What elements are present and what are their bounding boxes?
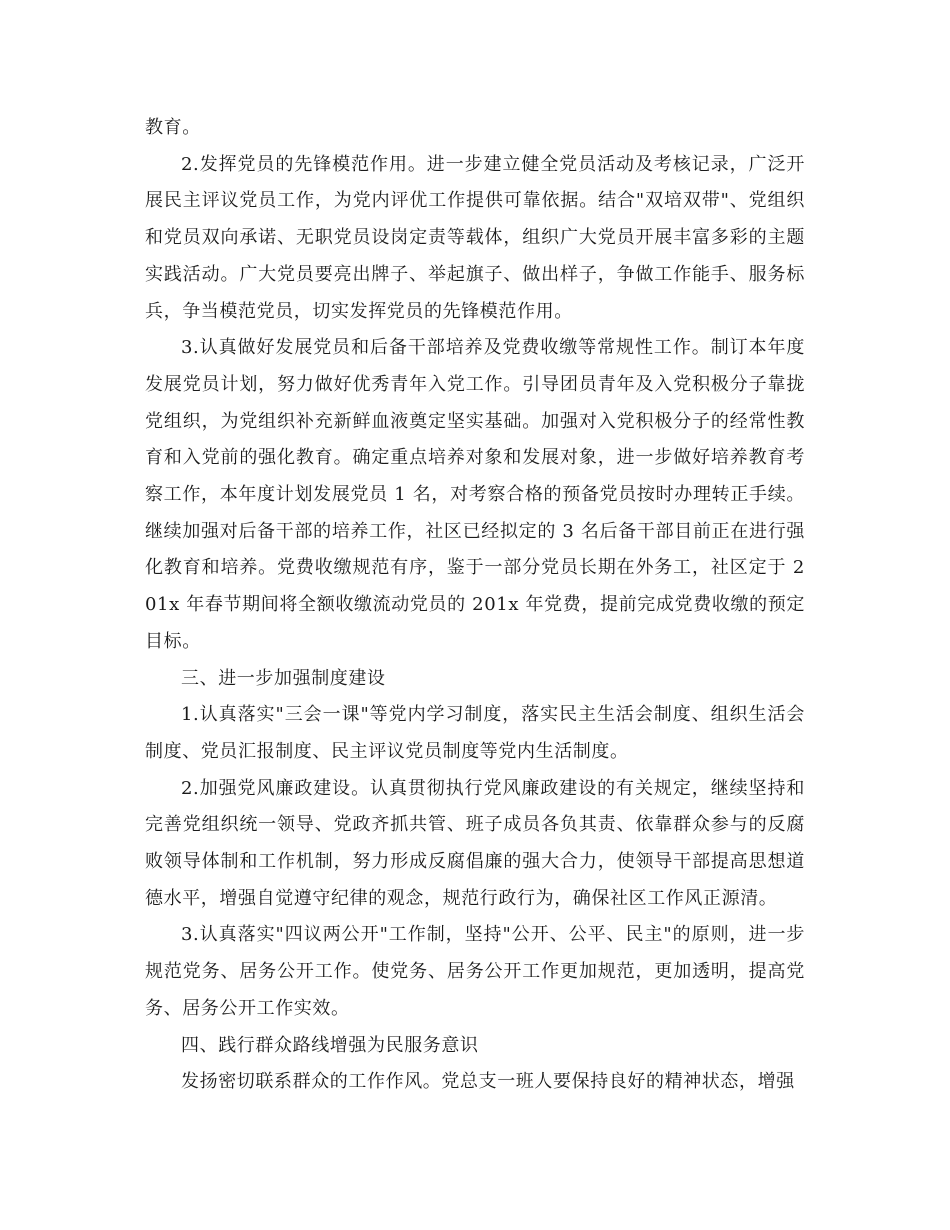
paragraph-study-system: 1.认真落实"三会一课"等党内学习制度，落实民主生活会制度、组织生活会制度、党员汇报制度、民主评议党员制度等党内生活制度。 bbox=[145, 704, 805, 762]
document-page bbox=[145, 110, 805, 1101]
paragraph-continuation: 教育。 bbox=[145, 117, 201, 138]
section-heading-system-building: 三、进一步加强制度建设 bbox=[181, 667, 386, 689]
paragraph-integrity-building: 2.加强党风廉政建设。认真贯彻执行党风廉政建设的有关规定，继续坚持和完善党组织统一领导、党政齐抓共管、班子成员各负其责、依靠群众参与的反腐败领导体制和工作机制，努力形成反腐倡廉的强大合力，使领导干部提高思想道德水平，增强自觉遵守纪律的观念，规范行政行为，确保社区工作风正源清。 bbox=[145, 777, 805, 909]
paragraph-member-development: 3.认真做好发展党员和后备干部培养及党费收缴等常规性工作。制订本年度发展党员计划，努力做好优秀青年入党工作。引导团员青年及入党积极分子靠拢党组织，为党组织补充新鲜血液奠定坚实基础。加强对入党积极分子的经常性教育和入党前的强化教育。确定重点培养对象和发展对象，进一步做好培养教育考察工作，本年度计划发展党员 1 名，对考察合格的预备党员按时办理转正手续。继续加强对后备干部的培养工作，社区已经拟定的 3 名后备干部目前正在进行强化教育和培养。党费收缴规范有序，鉴于一部分党员长期在外务工，社区定于 201x 年春节期间将全额收缴流动党员的 201x 年党费，提前完成党费收缴的预定目标。 bbox=[145, 337, 805, 652]
paragraph-open-affairs: 3.认真落实"四议两公开"工作制，坚持"公开、公平、民主"的原则，进一步规范党务、居务公开工作。使党务、居务公开工作更加规范，更加透明，提高党务、居务公开工作实效。 bbox=[145, 924, 805, 1019]
paragraph-party-member-role: 2.发挥党员的先锋模范作用。进一步建立健全党员活动及考核记录，广泛开展民主评议党员工作，为党内评优工作提供可靠依据。结合"双培双带"、党组织和党员双向承诺、无职党员设岗定责等载体，组织广大党员开展丰富多彩的主题实践活动。广大党员要亮出牌子、举起旗子、做出样子，争做工作能手、服务标兵，争当模范党员，切实发挥党员的先锋模范作用。 bbox=[145, 153, 805, 322]
section-heading-mass-line: 四、践行群众路线增强为民服务意识 bbox=[181, 1034, 479, 1056]
paragraph-work-style: 发扬密切联系群众的工作作风。党总支一班人要保持良好的精神状态，增强 bbox=[181, 1071, 795, 1093]
